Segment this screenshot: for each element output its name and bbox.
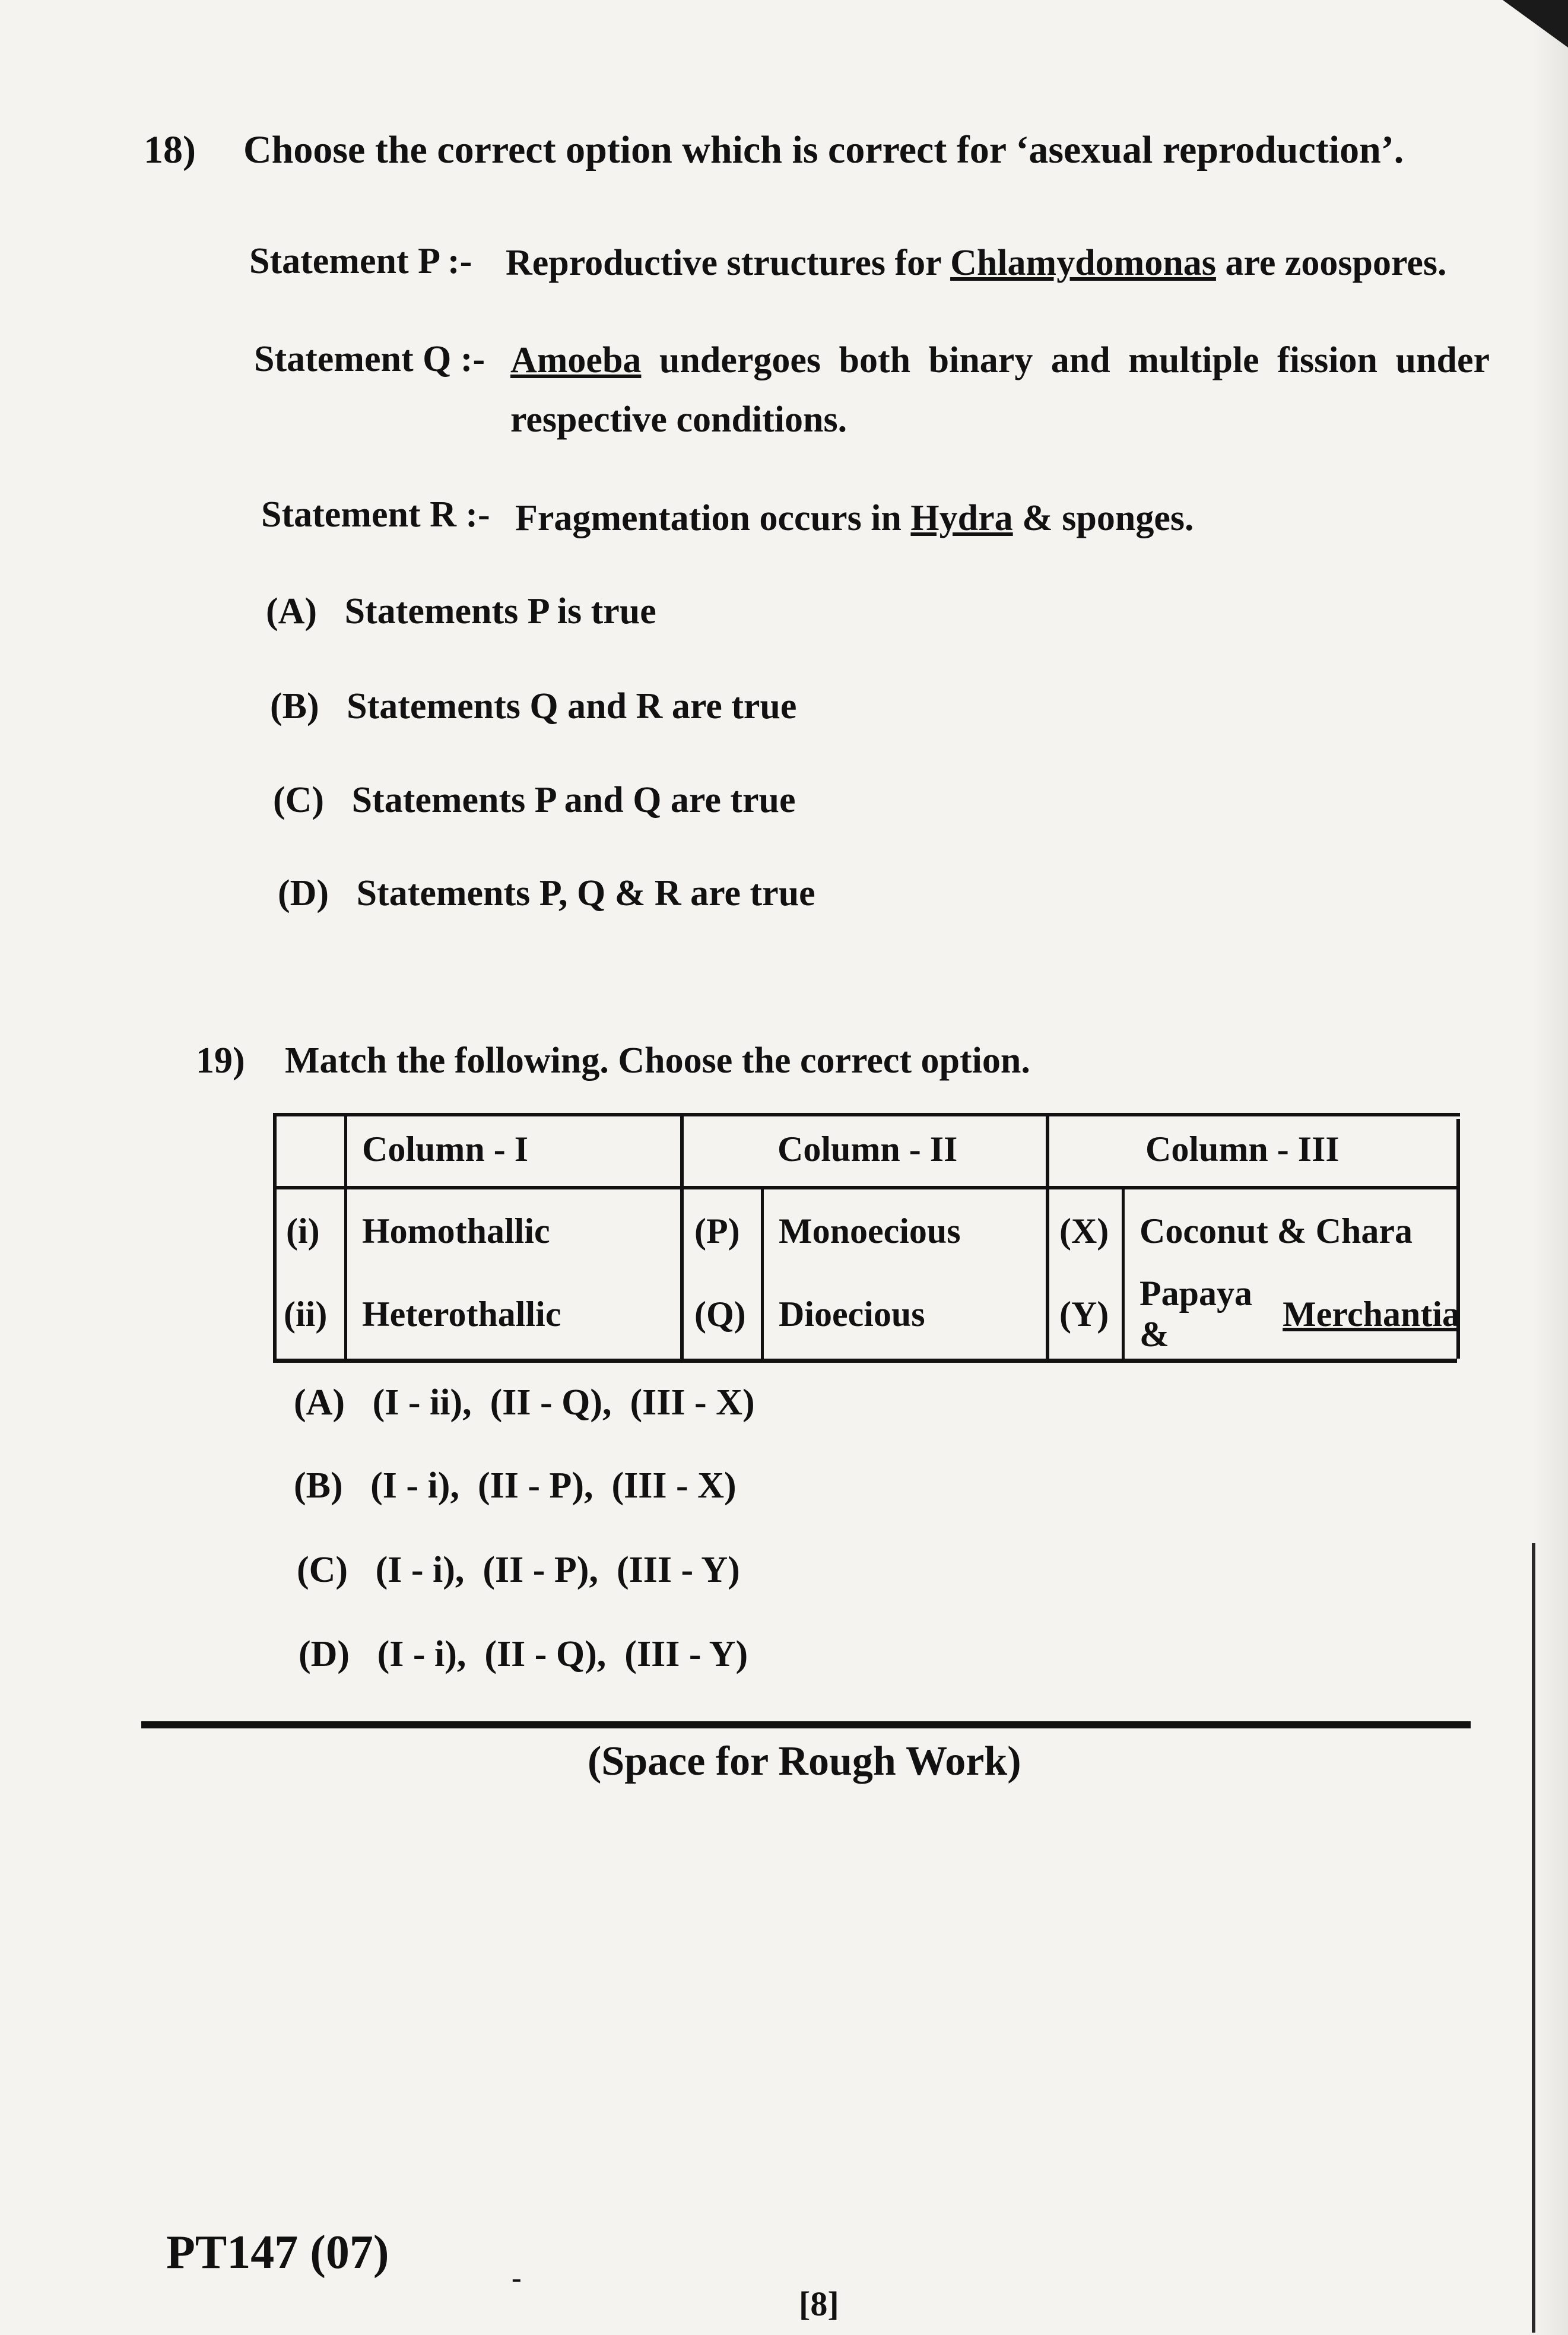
row-2-col3-index: (Y) — [1059, 1294, 1109, 1334]
statement-r-label: Statement R :- — [261, 494, 490, 535]
rough-work-divider — [141, 1721, 1471, 1728]
q18-option-a[interactable]: (A) Statements P is true — [266, 591, 656, 632]
q19-option-a[interactable]: (A) (I - ii), (II - Q), (III - X) — [294, 1382, 755, 1423]
statement-p-organism: Chlamydomonas — [950, 243, 1216, 283]
q19-option-b[interactable]: (B) (I - i), (II - P), (III - X) — [294, 1465, 737, 1506]
statement-q-organism: Amoeba — [510, 340, 642, 380]
statement-q-text: Amoeba undergoes both binary and multiple fission under — [510, 340, 1490, 380]
row-1-col3-value: Coconut & Chara — [1140, 1211, 1413, 1251]
row-2-col3-organism: Merchantia — [1283, 1294, 1460, 1334]
question-19-text: Match the following. Choose the correct option. — [285, 1040, 1030, 1081]
paper-code: PT147 (07) — [166, 2226, 389, 2279]
statement-r-organism: Hydra — [910, 498, 1013, 538]
statement-q-text-line2: respective conditions. — [510, 399, 848, 440]
statement-p-label: Statement P :- — [249, 241, 472, 281]
question-18-number: 18) — [144, 128, 196, 172]
row-1-col2-value: Monoecious — [779, 1211, 961, 1251]
column-3-header: Column - III — [1145, 1130, 1340, 1169]
statement-q-label: Statement Q :- — [254, 339, 485, 379]
row-1-col2-index: (P) — [694, 1211, 740, 1251]
statement-p-text: Reproductive structures for Chlamydomonas are zoospores. — [506, 243, 1447, 283]
match-table — [273, 1113, 1460, 1362]
q19-option-d[interactable]: (D) (I - i), (II - Q), (III - Y) — [299, 1634, 748, 1674]
row-1-col1-index: (i) — [286, 1211, 320, 1251]
row-2-col2-index: (Q) — [694, 1294, 746, 1334]
row-2-col1-value: Heterothallic — [362, 1294, 561, 1334]
footer-dash: - — [512, 2261, 522, 2294]
q18-option-b[interactable]: (B) Statements Q and R are true — [270, 686, 797, 726]
page-edge-shadow — [1532, 0, 1568, 2335]
q18-option-c[interactable]: (C) Statements P and Q are true — [273, 780, 796, 820]
question-19-number: 19) — [196, 1040, 245, 1081]
row-2-col3-value: Papaya & Merchantia — [1140, 1274, 1460, 1354]
row-2-col1-index: (ii) — [284, 1294, 328, 1334]
question-18-text: Choose the correct option which is correct for ‘asexual reproduction’. — [243, 128, 1404, 172]
statement-r-text: Fragmentation occurs in Hydra & sponges. — [515, 498, 1194, 538]
row-2-col2-value: Dioecious — [779, 1294, 925, 1334]
column-1-header: Column - I — [362, 1130, 529, 1169]
column-2-header: Column - II — [777, 1130, 958, 1169]
q18-option-d[interactable]: (D) Statements P, Q & R are true — [278, 873, 815, 913]
page-number: [8] — [799, 2285, 839, 2323]
page-edge-line — [1532, 1543, 1535, 2333]
rough-work-label: (Space for Rough Work) — [588, 1738, 1021, 1784]
q19-option-c[interactable]: (C) (I - i), (II - P), (III - Y) — [297, 1550, 740, 1590]
row-1-col3-index: (X) — [1059, 1211, 1109, 1251]
row-1-col1-value: Homothallic — [362, 1211, 550, 1251]
